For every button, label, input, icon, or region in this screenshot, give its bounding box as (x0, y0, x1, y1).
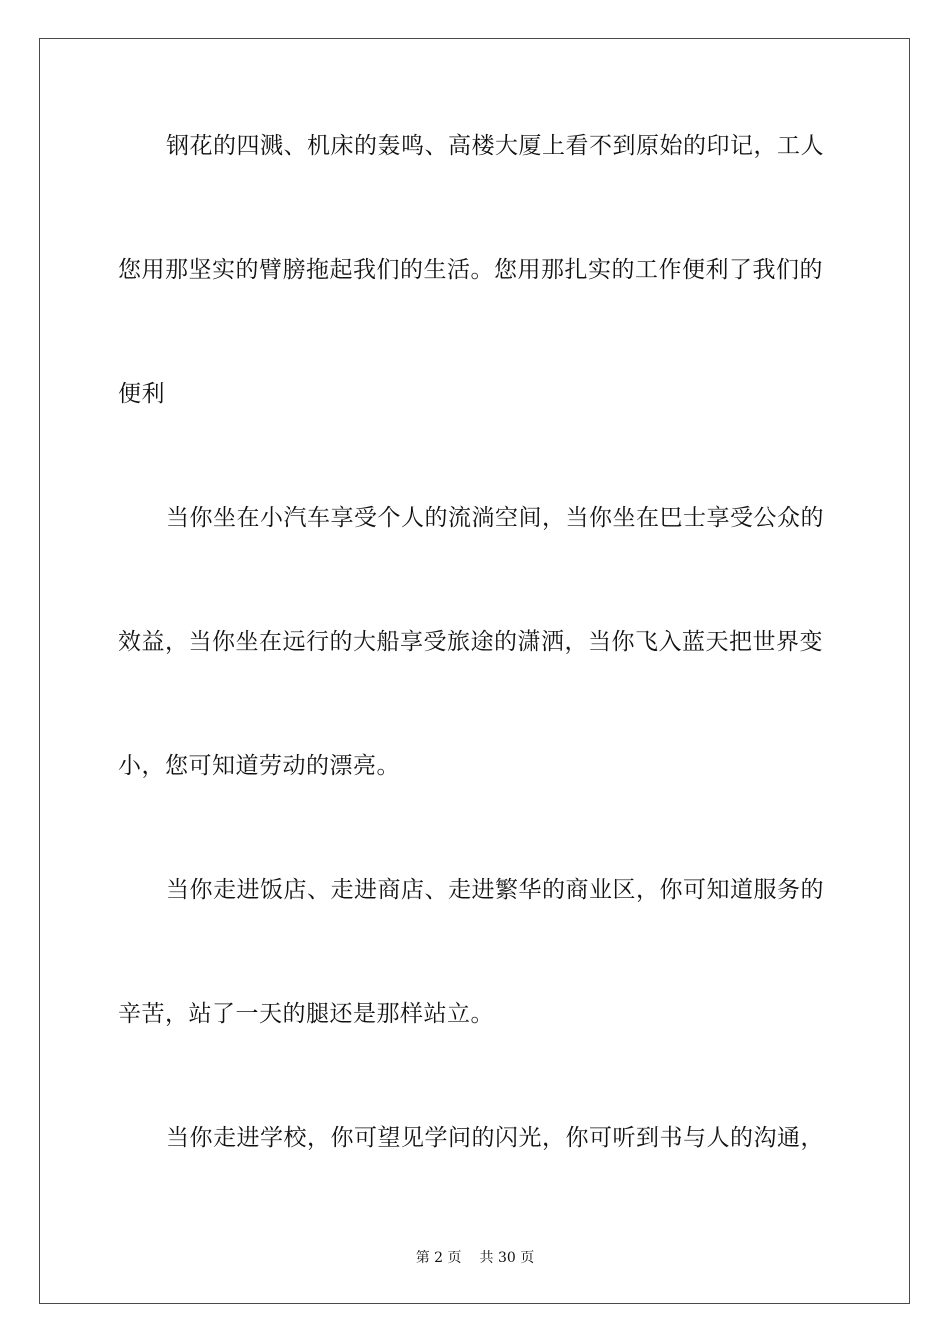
paragraph-line: 辛苦，站了一天的腿还是那样站立。 (118, 1001, 494, 1027)
paragraph-line: 您用那坚实的臂膀拖起我们的生活。您用那扎实的工作便利了我们的 (118, 257, 823, 283)
paragraph-line: 当你走进学校，你可望见学问的闪光，你可听到书与人的沟通， (166, 1125, 824, 1151)
paragraph-line: 当你走进饭店、走进商店、走进繁华的商业区，你可知道服务的 (166, 877, 824, 903)
paragraph-line: 小，您可知道劳动的漂亮。 (118, 753, 400, 779)
paragraph-line: 当你坐在小汽车享受个人的流淌空间，当你坐在巴士享受公众的 (166, 505, 824, 531)
paragraph-line: 便利 (118, 381, 165, 407)
page-total: 共 30 页 (479, 1250, 535, 1266)
page-footer (0, 1247, 950, 1267)
paragraph-line: 钢花的四溅、机床的轰鸣、高楼大厦上看不到原始的印记，工人 (166, 133, 824, 159)
page-number: 第 2 页 (415, 1250, 462, 1266)
page-border (39, 38, 910, 1304)
paragraph-line: 效益，当你坐在远行的大船享受旅途的潇洒，当你飞入蓝天把世界变 (118, 629, 823, 655)
